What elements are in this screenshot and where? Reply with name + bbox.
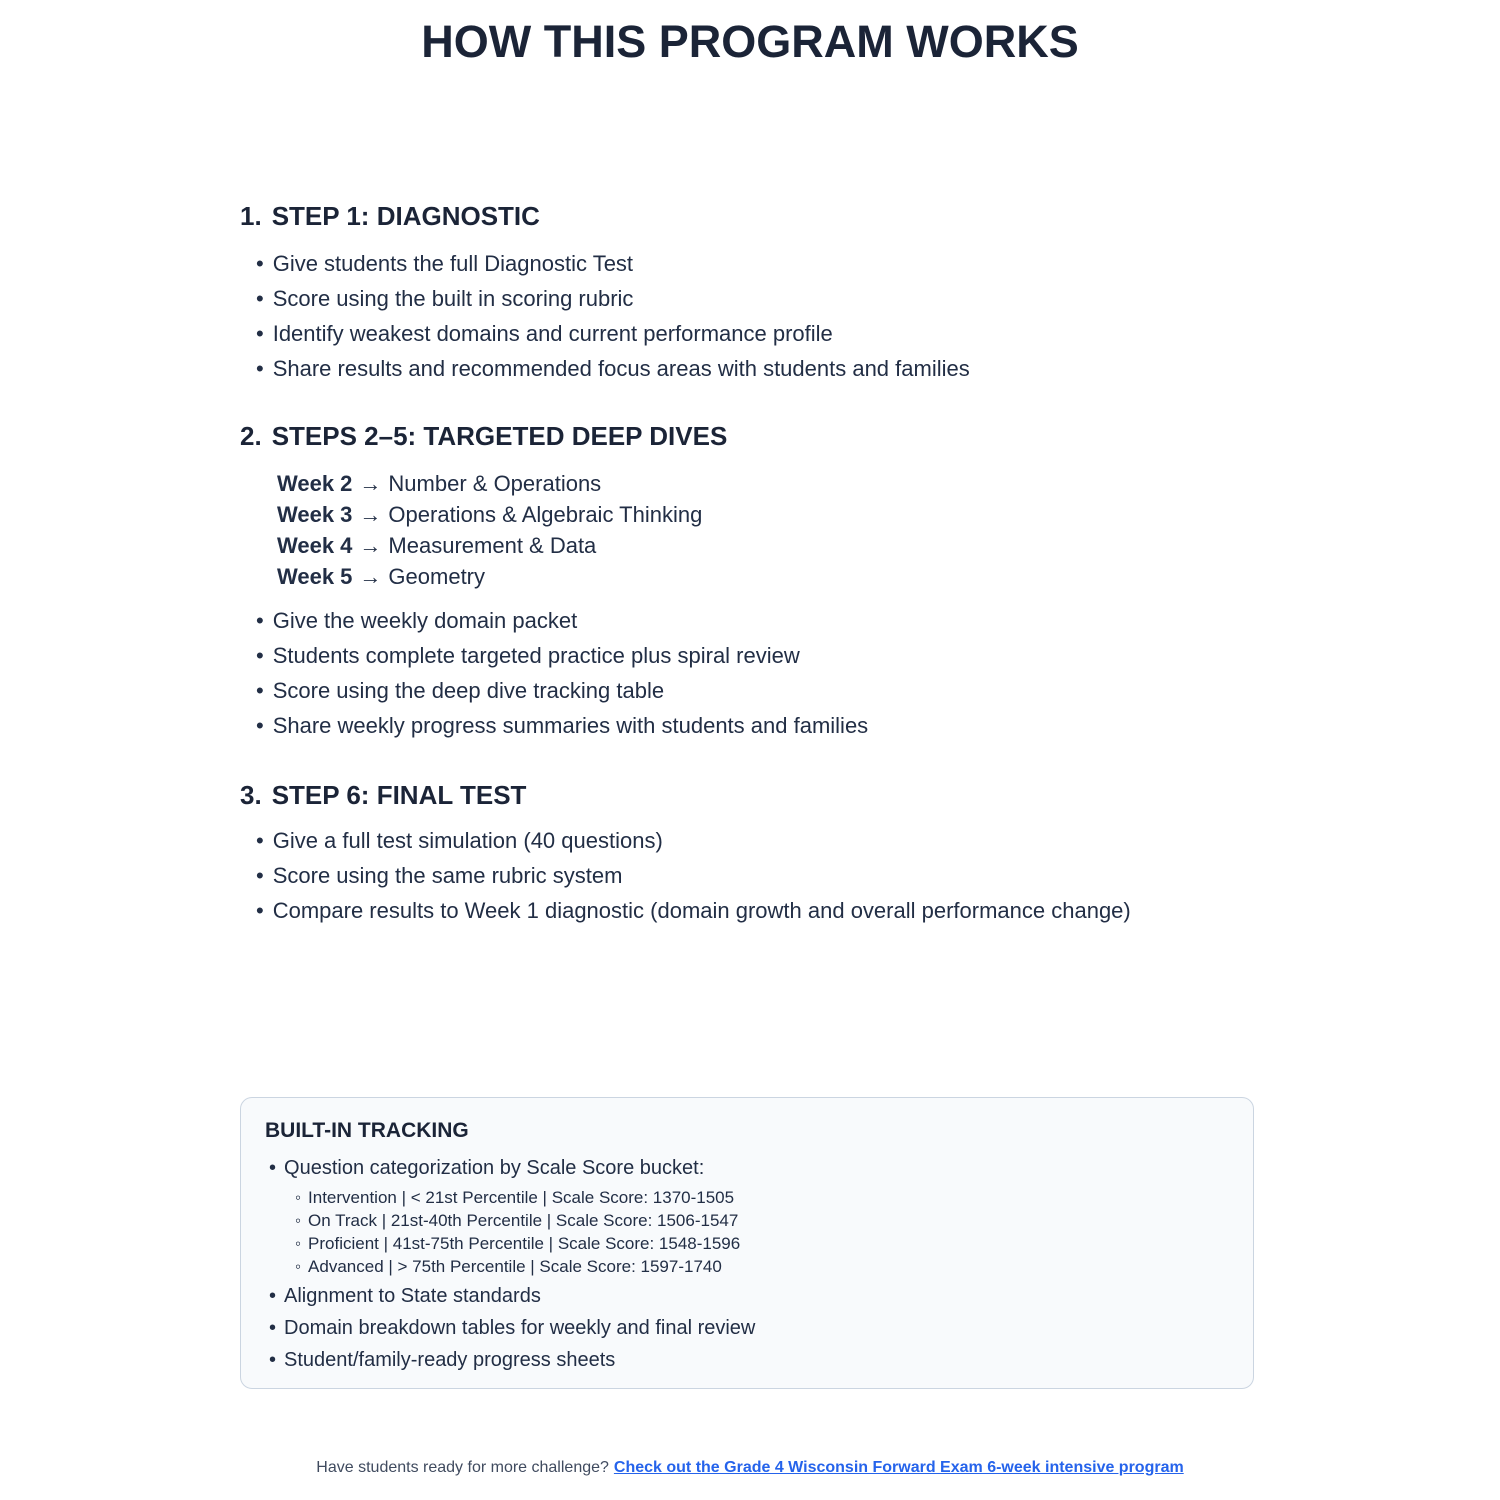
list-item	[265, 1154, 1229, 1182]
scale-score-bucket	[295, 1255, 1229, 1278]
list-item	[240, 351, 1270, 386]
week-label: Week 4	[277, 533, 353, 558]
bullet-list	[240, 603, 1270, 743]
section-number: 2.	[240, 421, 262, 451]
bullet-marker: •	[256, 321, 264, 346]
week-mapping	[277, 561, 1270, 592]
section-heading-text: STEPS 2–5: TARGETED DEEP DIVES	[271, 421, 728, 451]
intensive-program-link[interactable]: Check out the Grade 4 Wisconsin Forward Exam 6-week intensive program	[613, 1459, 1184, 1476]
list-item	[265, 1282, 1229, 1310]
arrow-icon: →	[359, 502, 382, 527]
bullet-list	[240, 823, 1270, 928]
page-title: HOW THIS PROGRAM WORKS	[421, 16, 1079, 67]
bucket-text: Proficient | 41st-75th Percentile | Scale Score: 1548-1596	[308, 1234, 741, 1253]
bullet-marker: •	[269, 1285, 277, 1307]
program-steps-content	[240, 200, 1270, 928]
bullet-marker: •	[256, 643, 264, 668]
scale-score-bucket	[295, 1209, 1229, 1232]
section-heading-text: STEP 1: DIAGNOSTIC	[271, 201, 540, 231]
arrow-icon: →	[359, 471, 382, 496]
scale-score-bucket	[295, 1186, 1229, 1209]
bullet-text: Score using the deep dive tracking table	[272, 678, 665, 703]
week-topic: Operations & Algebraic Thinking	[388, 502, 703, 527]
section-heading	[240, 200, 1270, 232]
section-step-6-final-test	[240, 779, 1270, 928]
bullet-text: Give the weekly domain packet	[272, 608, 578, 633]
bullet-text: Score using the built in scoring rubric	[272, 286, 634, 311]
bullet-marker: •	[256, 828, 264, 853]
bullet-marker: •	[256, 863, 264, 888]
bullet-text: Question categorization by Scale Score bucket:	[284, 1157, 705, 1179]
section-number: 3.	[240, 780, 262, 810]
scale-score-bucket-list	[295, 1186, 1229, 1278]
list-item	[240, 316, 1270, 351]
week-mapping	[277, 468, 1270, 499]
section-heading-text: STEP 6: FINAL TEST	[271, 780, 527, 810]
scale-score-bucket	[295, 1232, 1229, 1255]
section-heading	[240, 779, 1270, 811]
bullet-text: Score using the same rubric system	[272, 863, 623, 888]
bullet-text: Domain breakdown tables for weekly and final review	[284, 1317, 756, 1339]
week-topic: Geometry	[388, 564, 486, 589]
sub-bullet-marker: ◦	[295, 1234, 302, 1253]
bullet-text: Give a full test simulation (40 questions)	[272, 828, 663, 853]
list-item	[240, 858, 1270, 893]
bucket-text: On Track | 21st-40th Percentile | Scale Score: 1506-1547	[308, 1211, 739, 1230]
week-topic: Number & Operations	[388, 471, 602, 496]
week-label: Week 2	[277, 471, 353, 496]
arrow-icon: →	[359, 533, 382, 558]
list-item	[240, 673, 1270, 708]
section-heading	[240, 420, 1270, 452]
bullet-marker: •	[256, 251, 264, 276]
section-number: 1.	[240, 201, 262, 231]
week-topic: Measurement & Data	[388, 533, 597, 558]
footer	[0, 1457, 1500, 1479]
bullet-text: Compare results to Week 1 diagnostic (domain growth and overall performance change)	[272, 898, 1131, 923]
bullet-text: Give students the full Diagnostic Test	[272, 251, 634, 276]
list-item	[265, 1314, 1229, 1342]
list-item	[240, 246, 1270, 281]
sub-bullet-marker: ◦	[295, 1211, 302, 1230]
list-item	[265, 1346, 1229, 1374]
week-mapping	[277, 499, 1270, 530]
bullet-text: Alignment to State standards	[284, 1285, 541, 1307]
bullet-text: Identify weakest domains and current performance profile	[272, 321, 833, 346]
bullet-marker: •	[256, 356, 264, 381]
bullet-marker: •	[256, 608, 264, 633]
arrow-icon: →	[359, 564, 382, 589]
bullet-text: Share results and recommended focus areas with students and families	[272, 356, 970, 381]
bullet-marker: •	[256, 678, 264, 703]
bullet-marker: •	[256, 713, 264, 738]
list-item	[240, 638, 1270, 673]
bullet-marker: •	[269, 1317, 277, 1339]
tracking-panel-heading: BUILT-IN TRACKING	[265, 1119, 469, 1142]
list-item	[240, 823, 1270, 858]
bullet-marker: •	[256, 286, 264, 311]
bullet-text: Student/family-ready progress sheets	[284, 1349, 616, 1371]
footer-prompt-text: Have students ready for more challenge?	[316, 1459, 609, 1476]
week-mapping-list	[277, 468, 1270, 592]
section-step-1-diagnostic	[240, 200, 1270, 386]
sub-bullet-marker: ◦	[295, 1257, 302, 1276]
built-in-tracking-panel	[240, 1097, 1254, 1389]
bullet-text: Students complete targeted practice plus spiral review	[272, 643, 800, 668]
bullet-text: Share weekly progress summaries with students and families	[272, 713, 869, 738]
bullet-marker: •	[269, 1349, 277, 1371]
section-steps-2-5-deep-dives	[240, 420, 1270, 743]
bullet-list	[240, 246, 1270, 386]
week-label: Week 3	[277, 502, 353, 527]
bullet-marker: •	[269, 1157, 277, 1179]
list-item	[240, 603, 1270, 638]
list-item	[240, 708, 1270, 743]
list-item	[240, 281, 1270, 316]
list-item	[240, 893, 1270, 928]
week-label: Week 5	[277, 564, 353, 589]
sub-bullet-marker: ◦	[295, 1188, 302, 1207]
bullet-marker: •	[256, 898, 264, 923]
week-mapping	[277, 530, 1270, 561]
bucket-text: Intervention | < 21st Percentile | Scale Score: 1370-1505	[308, 1188, 735, 1207]
bucket-text: Advanced | > 75th Percentile | Scale Score: 1597-1740	[308, 1257, 722, 1276]
